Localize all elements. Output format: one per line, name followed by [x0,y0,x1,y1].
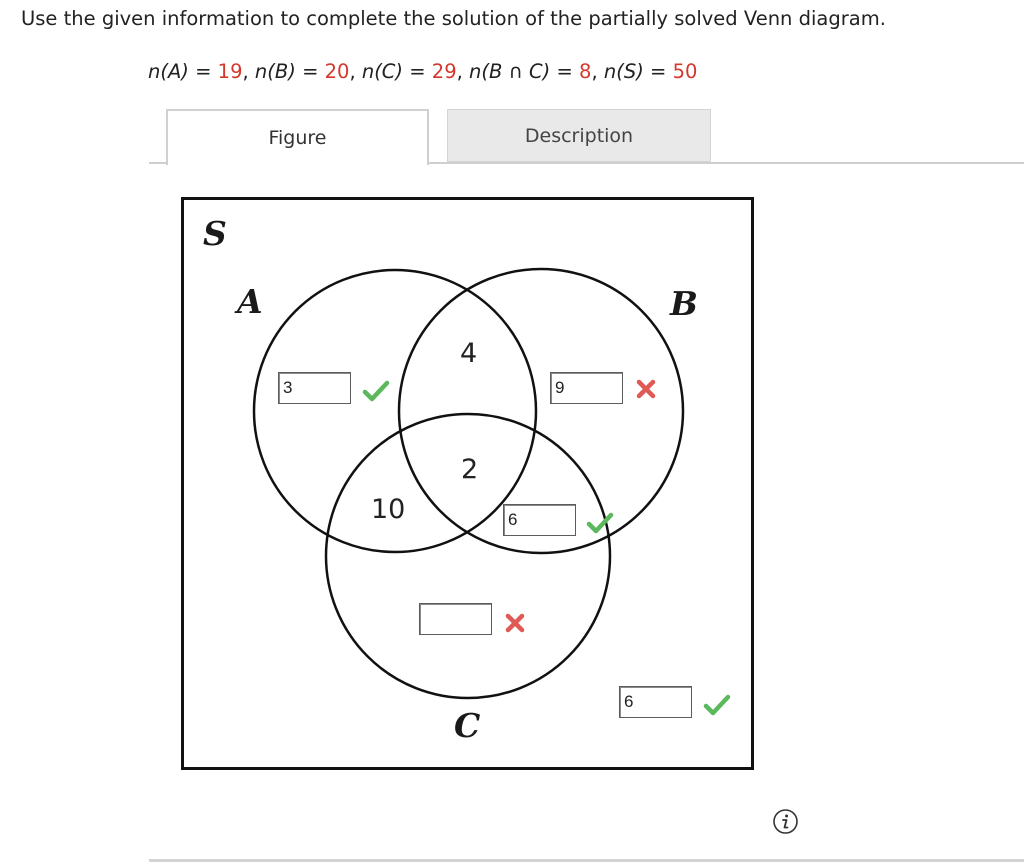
given-nA-value: 19 [217,60,243,83]
given-nS-value: 50 [672,60,698,83]
tab-divider [429,162,1024,164]
given-nA-label: n(A) [148,60,189,83]
given-nB-value: 20 [324,60,350,83]
region-a-b-only: 4 [460,338,478,369]
cross-icon [504,612,526,634]
given-nC-value: 29 [431,60,457,83]
given-nBC-value: 8 [579,60,592,83]
tab-figure[interactable]: Figure [166,109,429,165]
given-nC-label: n(C) [361,60,404,83]
answer-outside-input[interactable] [619,686,692,718]
answer-c-only-input[interactable] [419,603,492,635]
tab-divider [149,162,168,164]
region-a-c-only: 10 [371,494,406,525]
check-icon [586,512,614,534]
answer-a-only-input[interactable] [278,372,351,404]
given-nB-label: n(B) [254,60,296,83]
info-icon[interactable] [772,808,799,835]
universe-label: S [203,214,227,253]
answer-b-only-input[interactable] [550,372,623,404]
answer-b-c-only-input[interactable] [503,504,576,536]
set-label-c: C [454,706,481,745]
set-label-a: A [237,282,263,321]
set-label-b: B [670,284,698,323]
given-nBC-label: n(B ∩ C) [469,60,551,83]
question-text: Use the given information to complete the solution of the partially solved Venn diagram. [21,7,886,30]
tab-description[interactable]: Description [447,109,711,162]
bottom-divider [149,859,1024,862]
check-icon [703,694,731,716]
region-a-b-c: 2 [461,454,479,485]
venn-diagram [181,197,754,770]
check-icon [362,380,390,402]
given-nS-label: n(S) [603,60,644,83]
cross-icon [635,378,657,400]
given-values: n(A) = 19, n(B) = 20, n(C) = 29, n(B ∩ C) = 8, n(S) = 50 [148,60,698,83]
